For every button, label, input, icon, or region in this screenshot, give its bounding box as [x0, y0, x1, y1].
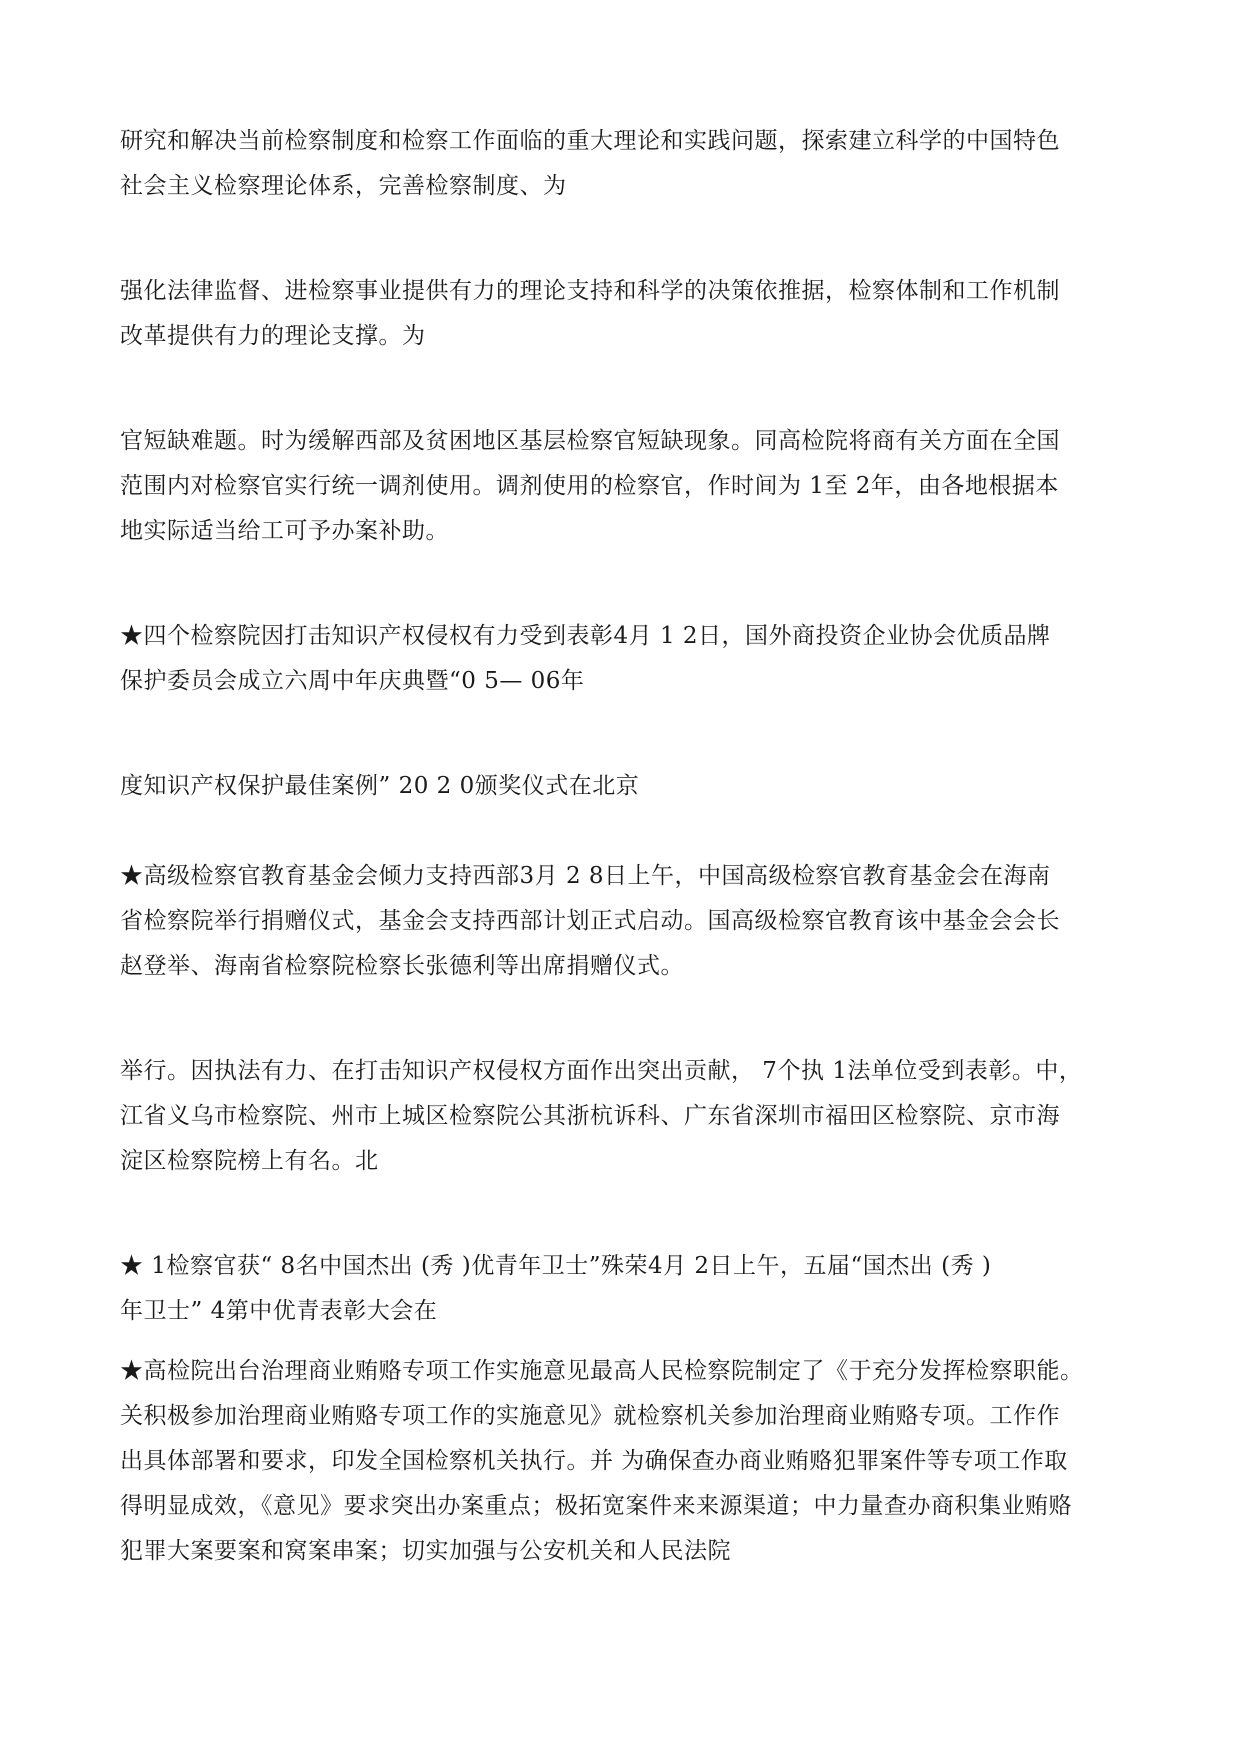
paragraph-1: 研究和解决当前检察制度和检察工作面临的重大理论和实践问题，探索建立科学的中国特色 社会主义检察理论体系，完善检察制度、为: [120, 128, 1060, 199]
paragraph-6: ★高级检察官教育基金会倾力支持西部3月 2 8日上午，中国高级检察官教育基金会在海南 省检察院举行捐赠仪式，基金会支持西部计划正式启动。国高级检察官教育该中基金会会长 赵登举、海南省检察院检察长张德利等出席捐赠仪式。: [120, 863, 1060, 979]
paragraph-9: ★高检院出台治理商业贿赂专项工作实施意见最高人民检察院制定了《于充分发挥检察职能。 关积极参加治理商业贿赂专项工作的实施意见》就检察机关参加治理商业贿赂专项。工作作 出具体部署和要求，印发全国检察机关执行。并 为确保查办商业贿赂犯罪案件等专项工作取 得明显成效，《意见》要求突出办案重点；极拓宽案件来来源渠道；中力量查办商积集业贿赂 犯罪大案要案和窝案串案；切实加强与公安机关和人民法院: [120, 1358, 1084, 1564]
paragraph-4: ★四个检察院因打击知识产权侵权有力受到表彰4月 1 2日，国外商投资企业协会优质品牌 保护委员会成立六周中年庆典暨“0 5— 06年: [120, 623, 1051, 694]
paragraph-7: 举行。因执法有力、在打击知识产权侵权方面作出突出贡献， 7个执 1法单位受到表彰。中， 江省义乌市检察院、州市上城区检察院公其浙杭诉科、广东省深圳市福田区检察院、京市海 淀区检察院榜上有名。北: [120, 1058, 1083, 1174]
paragraph-5: 度知识产权保护最佳案例” 20 2 0颁奖仪式在北京: [120, 773, 640, 799]
paragraph-2: 强化法律监督、进检察事业提供有力的理论支持和科学的决策依推据，检察体制和工作机制 改革提供有力的理论支撑。为: [120, 278, 1060, 349]
paragraph-8: ★ 1检察官获“ 8名中国杰出 (秀 )优青年卫士”殊荣4月 2日上午，五届“国杰出 (秀 ) 年卫士” 4第中优青表彰大会在: [120, 1253, 992, 1324]
paragraph-3: 官短缺难题。时为缓解西部及贫困地区基层检察官短缺现象。同高检院将商有关方面在全国 范围内对检察官实行统一调剂使用。调剂使用的检察官，作时间为 1至 2年，由各地根据本 地实际适当给工可予办案补助。: [120, 428, 1060, 544]
